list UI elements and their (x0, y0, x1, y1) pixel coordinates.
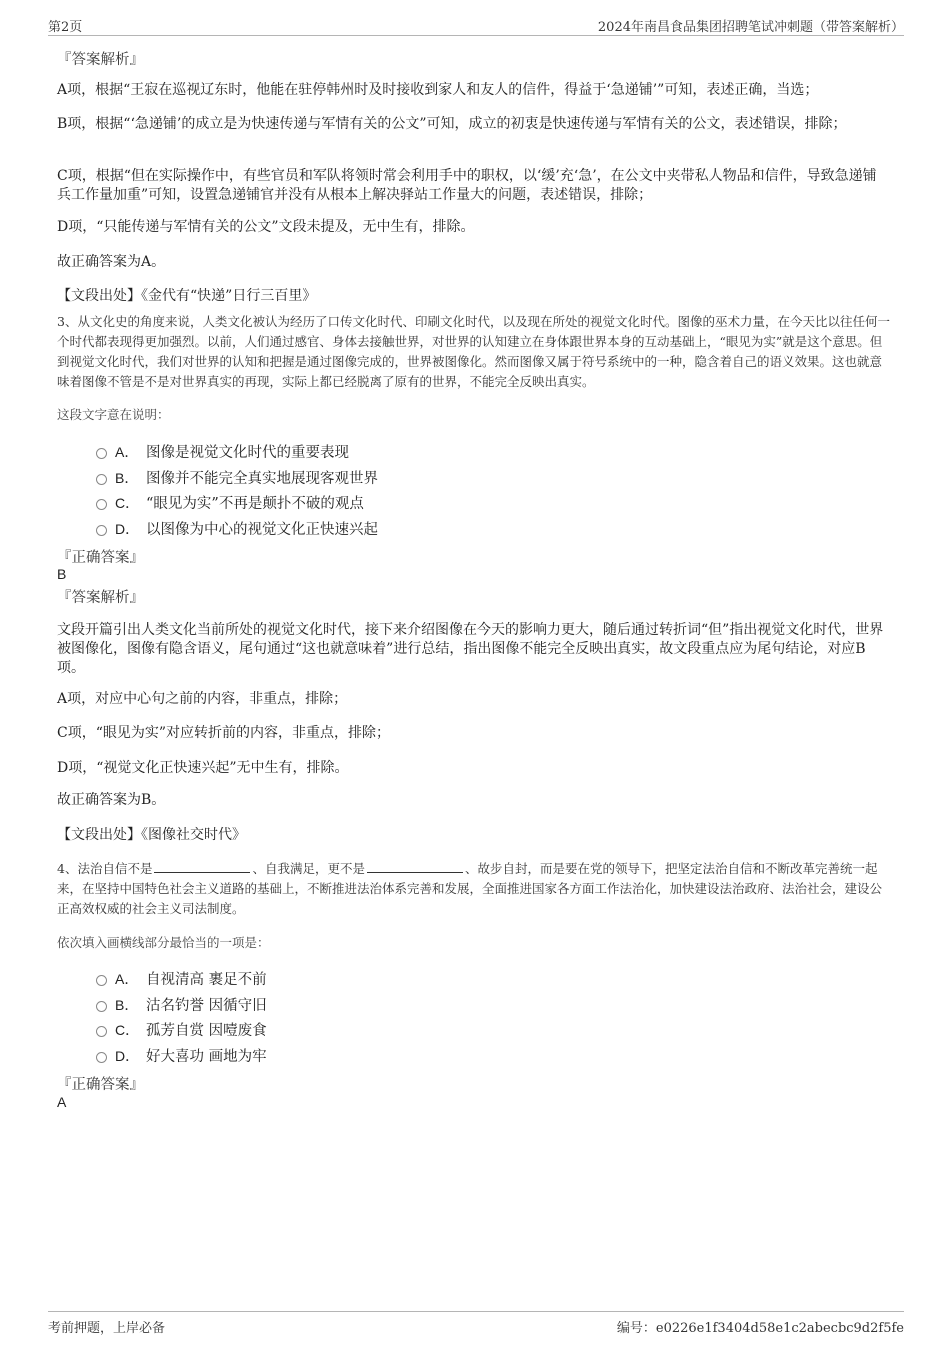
q2-conclusion: 故正确答案为A。 (57, 254, 166, 270)
option-letter: D． (115, 520, 140, 537)
radio-icon[interactable] (96, 975, 107, 986)
radio-icon[interactable] (96, 499, 107, 510)
q4-stem-part3: 、故步自封，而是要在党的领导下，把坚定法治自信和不断改革完善统一起来，在坚持中国特色社会主义道路的基础上，不断推进法治体系完善和发展，全面推进国家各方面工作法治化，加快建设法治政府、法治社会，建设公正高效权威的社会主义司法制度。 (57, 861, 883, 916)
option-text: 孤芳自赏 因噎废食 (146, 1023, 267, 1039)
radio-icon[interactable] (96, 1052, 107, 1063)
q4-stem-part1: 4、法治自信不是 (57, 861, 153, 876)
q4-ask: 依次填入画横线部分最恰当的一项是： (57, 935, 270, 950)
option-letter: A． (115, 443, 139, 460)
q3-answer: B (57, 566, 67, 582)
q3-option-d[interactable] (96, 518, 378, 539)
q3-option-b[interactable] (96, 467, 378, 488)
q3-answer-label: 『正确答案』 (57, 550, 144, 566)
page-footer (48, 1311, 904, 1339)
radio-icon[interactable] (96, 1001, 107, 1012)
q4-stem-part2: 、自我满足，更不是 (252, 861, 365, 876)
q2-analysis-d: D项，“只能传递与军情有关的公文”文段未提及，无中生有，排除。 (57, 219, 475, 235)
option-text: 图像是视觉文化时代的重要表现 (146, 445, 349, 461)
option-text: 沽名钓誉 因循守旧 (146, 998, 267, 1014)
page-header (48, 14, 904, 36)
q2-analysis-a: A项，根据“王寂在巡视辽东时，他能在驻停韩州时及时接收到家人和友人的信件，得益于‘急递铺’”可知，表述正确，当选； (57, 82, 819, 98)
radio-icon[interactable] (96, 1026, 107, 1037)
option-text: 好大喜功 画地为牢 (146, 1049, 267, 1065)
q3-analysis-a: A项，对应中心句之前的内容，非重点，排除； (57, 691, 348, 707)
q3-source: 【文段出处】《图像社交时代》 (57, 827, 246, 843)
q3-analysis-main: 文段开篇引出人类文化当前所处的视觉文化时代，接下来介绍图像在今天的影响力更大，随后通过转折词“但”指出视觉文化时代，世界被图像化，图像有隐含语义，尾句通过“这也就意味着”进行总结，指出图像不能完全反映出真实，故文段重点应为尾句结论，对应B项。 (57, 622, 884, 676)
q2-analysis-b: B项，根据“‘急递铺’的成立是为快速传递与军情有关的公文”可知，成立的初衷是快速传递与军情有关的公文，表述错误，排除； (57, 116, 847, 132)
q2-analysis-c: C项，根据“但在实际操作中，有些官员和军队将领时常会利用手中的职权，以‘缓’充‘急’，在公文中夹带私人物品和信件，导致急递铺兵工作量加重”可知，设置急递铺官并没有从根本上解决驿站工作量大的问题，表述错误，排除； (57, 168, 877, 203)
radio-icon[interactable] (96, 474, 107, 485)
option-text: “眼见为实”不再是颠扑不破的观点 (146, 496, 364, 512)
q3-option-a[interactable] (96, 441, 349, 462)
q4-option-b[interactable] (96, 994, 267, 1015)
option-letter: B． (115, 996, 139, 1013)
radio-icon[interactable] (96, 525, 107, 536)
q3-stem: 3、从文化史的角度来说，人类文化被认为经历了口传文化时代、印刷文化时代，以及现在所处的视觉文化时代。图像的巫术力量，在今天比以往任何一个时代都表现得更加强烈。以前，人们通过感官、身体去接触世界，对世界的认知建立在身体跟世界本身的互动基础上，“眼见为实”就是这个意思。但到视觉文化时代，我们对世界的认知和把握是通过图像完成的，世界被图像化。然而图像又属于符号系统中的一种，隐含着自己的语义效果。这也就意味着图像不管是不是对世界真实的再现，实际上都已经脱离了原有的世界，不能完全反映出真实。 (57, 314, 890, 389)
option-letter: A． (115, 970, 139, 987)
q3-option-c[interactable] (96, 492, 364, 513)
fill-blank-2[interactable] (367, 861, 463, 873)
radio-icon[interactable] (96, 448, 107, 459)
q2-source: 【文段出处】《金代有“快递”日行三百里》 (57, 288, 317, 304)
document-title: 2024年南昌食品集团招聘笔试冲刺题（带答案解析） (597, 20, 904, 35)
q3-analysis-label: 『答案解析』 (57, 590, 144, 606)
option-text: 以图像为中心的视觉文化正快速兴起 (146, 522, 378, 538)
footer-slogan: 考前押题，上岸必备 (48, 1321, 166, 1336)
option-letter: C． (115, 494, 140, 511)
document-serial: 编号：e0226e1f3404d58e1c2abecbc9d2f5fe (616, 1321, 904, 1336)
q3-analysis-d: D项，“视觉文化正快速兴起”无中生有，排除。 (57, 760, 349, 776)
q4-answer: A (57, 1094, 67, 1110)
q3-ask: 这段文字意在说明： (57, 407, 170, 422)
q4-option-a[interactable] (96, 968, 267, 989)
fill-blank-1[interactable] (154, 861, 250, 873)
option-text: 自视清高 裹足不前 (146, 972, 267, 988)
q3-analysis-c: C项，“眼见为实”对应转折前的内容，非重点，排除； (57, 725, 391, 741)
q4-answer-label: 『正确答案』 (57, 1077, 144, 1093)
q4-option-d[interactable] (96, 1045, 267, 1066)
q3-conclusion: 故正确答案为B。 (57, 792, 166, 808)
page-number: 第2页 (48, 20, 83, 35)
q2-analysis-label: 『答案解析』 (57, 52, 144, 68)
option-letter: D． (115, 1047, 140, 1064)
option-letter: B． (115, 469, 139, 486)
q4-stem (57, 859, 893, 919)
q4-option-c[interactable] (96, 1019, 267, 1040)
option-letter: C． (115, 1021, 140, 1038)
option-text: 图像并不能完全真实地展现客观世界 (146, 471, 378, 487)
